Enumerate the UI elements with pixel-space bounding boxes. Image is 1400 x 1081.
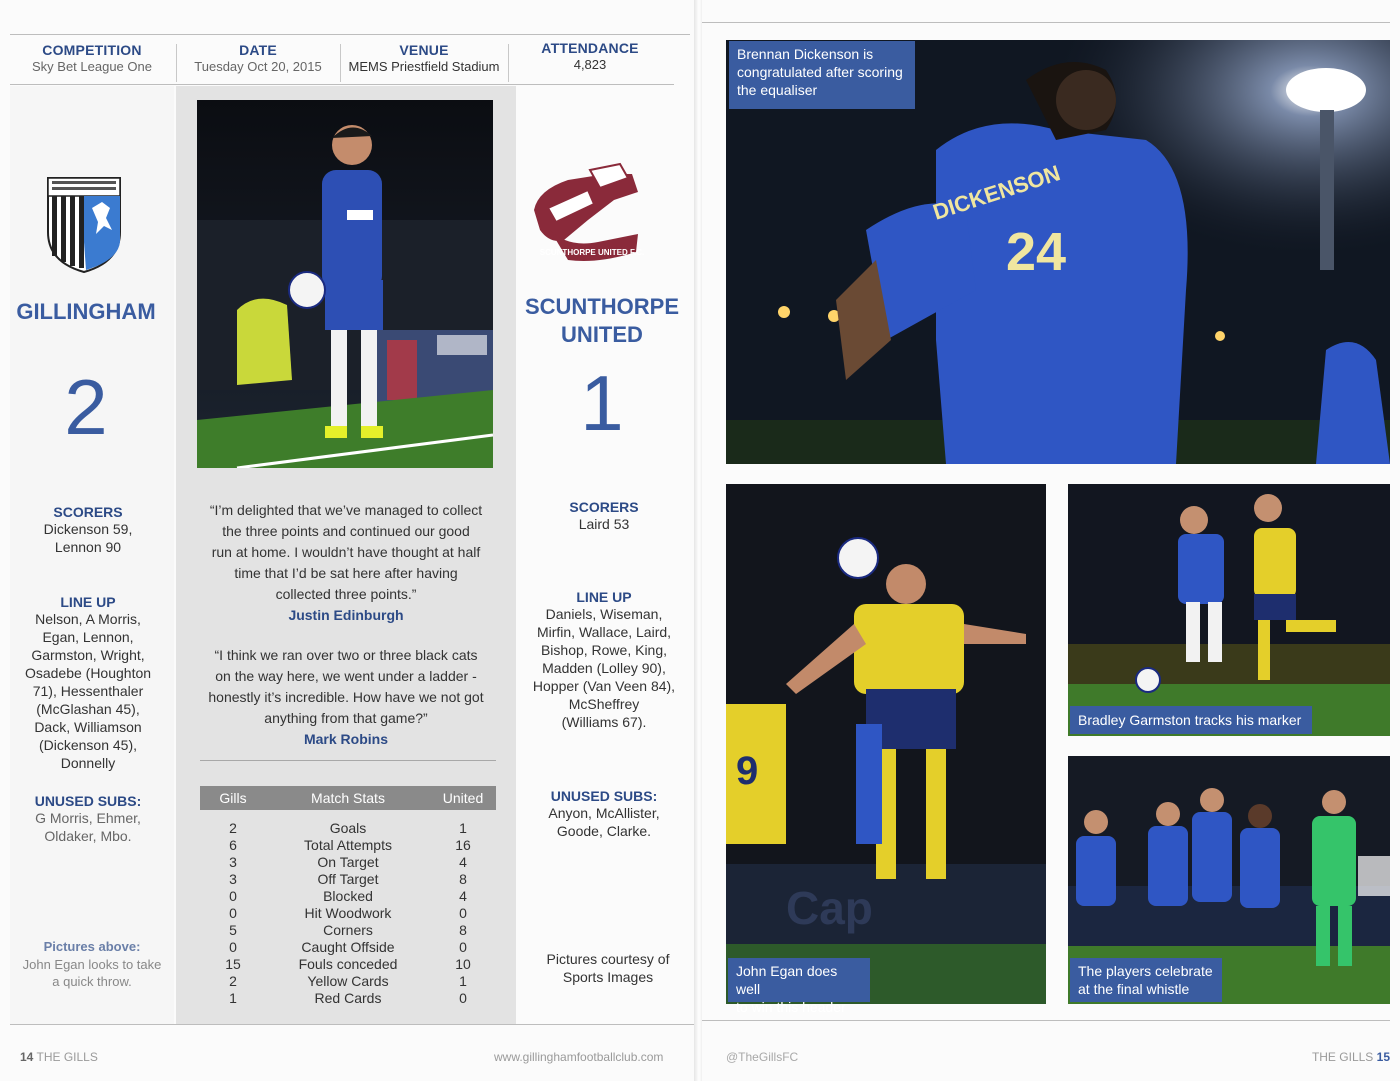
stat-label: On Target	[317, 854, 379, 870]
quote-line: anything from that game?”	[264, 710, 428, 726]
left-page-title: THE GILLS	[36, 1050, 98, 1064]
lineup-line: (Dickenson 45),	[38, 737, 138, 753]
twitter-handle[interactable]: @TheGillsFC	[726, 1050, 799, 1064]
stat-away-value: 8	[459, 871, 467, 887]
stats-head-title: Match Stats	[311, 790, 385, 806]
left-page-number: 14	[20, 1050, 34, 1064]
stat-row	[200, 820, 496, 837]
stat-away-value: 0	[459, 905, 467, 921]
pictures-label: Pictures above:	[43, 939, 141, 954]
away-scorers-list	[520, 515, 688, 533]
right-top-rule	[702, 22, 1390, 23]
scunthorpe-crest-text: SCUNTHORPE UNITED F.C.	[539, 248, 645, 257]
away-unused-subs	[520, 788, 688, 840]
shirt-number-9: 9	[736, 749, 759, 793]
caption-line: congratulated after scoring	[737, 64, 903, 80]
match-stats-body	[200, 820, 496, 1007]
stat-away-value: 4	[459, 854, 467, 870]
lineup-line: Nelson, A Morris,	[35, 611, 141, 627]
stat-label: Hit Woodwork	[304, 905, 392, 921]
garmston-image	[1068, 484, 1390, 736]
venue-value: MEMS Priestfield Stadium	[348, 59, 500, 74]
scunthorpe-crest-icon	[528, 160, 648, 275]
scorer-line: Dickenson 59,	[43, 521, 133, 537]
away-team-name-line1: SCUNTHORPE	[524, 294, 679, 319]
stat-away-value: 0	[459, 990, 467, 1006]
egan-throw-photo	[197, 100, 493, 468]
home-score: 2	[64, 363, 108, 451]
away-lineup-label: LINE UP	[576, 589, 632, 605]
stat-label: Fouls conceded	[298, 956, 398, 972]
photo-credit	[520, 950, 696, 986]
pictures-text-line: John Egan looks to take	[22, 957, 162, 972]
stat-row	[200, 837, 496, 854]
right-bottom-rule	[702, 1020, 1390, 1021]
lineup-line: Donnelly	[60, 755, 116, 771]
away-team-name-line2: UNITED	[561, 322, 643, 347]
unused-sub-line: Anyon, McAllister,	[548, 805, 660, 821]
quote-edinburgh-author: Justin Edinburgh	[288, 607, 404, 623]
stat-label: Caught Offside	[301, 939, 395, 955]
garmston-photo	[1068, 484, 1390, 736]
competition-block	[10, 42, 174, 74]
stat-row	[200, 922, 496, 939]
competition-value: Sky Bet League One	[32, 59, 152, 74]
main-photo-caption	[729, 41, 915, 109]
egan-header-photo	[726, 484, 1046, 1004]
away-lineup-list	[520, 605, 688, 731]
stat-home-value: 15	[225, 956, 241, 972]
celebrate-caption	[1070, 958, 1222, 1002]
lineup-line: Egan, Lennon,	[42, 629, 134, 645]
home-unused-list	[10, 809, 166, 845]
right-footer	[1300, 1050, 1390, 1064]
stat-row	[200, 990, 496, 1007]
quote-line: on the way here, we went under a ladder -	[215, 668, 477, 684]
lineup-line: Dack, Williamson	[34, 719, 142, 735]
stat-label: Corners	[323, 922, 373, 938]
stat-row	[200, 939, 496, 956]
stat-away-value: 10	[455, 956, 471, 972]
stat-row	[200, 854, 496, 871]
website-link[interactable]: www.gillinghamfootballclub.com	[494, 1050, 664, 1064]
stats-top-rule	[200, 760, 496, 761]
pictures-text	[10, 956, 174, 990]
header-divider	[340, 44, 341, 82]
header-divider	[508, 44, 509, 82]
stat-row	[200, 888, 496, 905]
attendance-value: 4,823	[573, 57, 607, 72]
photo-credit-text	[520, 950, 696, 986]
quote-robins-text	[196, 645, 496, 729]
competition-label: COMPETITION	[42, 42, 142, 58]
quote-line: run at home. I wouldn’t have thought at half	[211, 544, 481, 560]
quote-edinburgh	[196, 500, 496, 626]
lineup-line: Osadebe (Houghton	[24, 665, 152, 681]
right-page-title: THE GILLS	[1311, 1050, 1374, 1064]
lineup-line: 71), Hessenthaler	[32, 683, 144, 699]
stat-label: Goals	[329, 820, 367, 836]
away-team-name	[520, 293, 684, 349]
stat-away-value: 1	[459, 820, 467, 836]
stat-home-value: 1	[229, 990, 237, 1006]
credit-line: Sports Images	[562, 969, 654, 985]
gillingham-crest-icon	[46, 174, 122, 274]
unused-sub-line: Oldaker, Mbo.	[44, 828, 132, 844]
stat-home-value: 5	[229, 922, 237, 938]
away-unused-label: UNUSED SUBS:	[550, 788, 658, 804]
lineup-line: Daniels, Wiseman,	[545, 606, 663, 622]
home-lineup-label: LINE UP	[60, 594, 116, 610]
scorer-line: Lennon 90	[54, 539, 122, 555]
caption-line: to win this header	[736, 999, 846, 1015]
credit-line: Pictures courtesy of	[546, 951, 670, 967]
lineup-line: Bishop, Rowe, King,	[540, 642, 668, 658]
pictures-above-note	[10, 938, 174, 990]
gillingham-crest	[46, 174, 122, 274]
shirt-number: 24	[1006, 222, 1067, 282]
match-stats-header	[200, 786, 496, 810]
stats-head-away: United	[442, 790, 484, 806]
lineup-line: McSheffrey	[568, 696, 640, 712]
scunthorpe-crest	[528, 160, 648, 275]
home-scorers-label: SCORERS	[53, 504, 123, 520]
attendance-label: ATTENDANCE	[541, 40, 639, 56]
stat-away-value: 16	[455, 837, 471, 853]
header-divider	[176, 44, 177, 82]
stat-home-value: 3	[229, 854, 237, 870]
stat-home-value: 2	[229, 973, 237, 989]
garmston-caption: Bradley Garmston tracks his marker	[1070, 706, 1312, 734]
caption-line: at the final whistle	[1078, 981, 1190, 997]
home-unused-label: UNUSED SUBS:	[34, 793, 142, 809]
stat-row	[200, 973, 496, 990]
quote-robins-author: Mark Robins	[303, 731, 388, 747]
stat-away-value: 4	[459, 888, 467, 904]
stat-label: Yellow Cards	[307, 973, 389, 989]
quote-line: collected three points.”	[275, 586, 417, 602]
caption-line: the equaliser	[737, 82, 818, 98]
stat-label: Off Target	[317, 871, 379, 887]
stat-home-value: 3	[229, 871, 237, 887]
date-block	[178, 42, 338, 74]
bottom-rule	[10, 1024, 694, 1025]
lineup-line: (Williams 67).	[561, 714, 647, 730]
stat-row	[200, 956, 496, 973]
home-lineup-list	[10, 610, 166, 772]
venue-label: VENUE	[399, 42, 449, 58]
venue-block	[342, 42, 506, 74]
lineup-line: Hopper (Van Veen 84),	[532, 678, 676, 694]
stat-away-value: 0	[459, 939, 467, 955]
caption-line: The players celebrate	[1078, 963, 1213, 979]
right-page	[702, 0, 1400, 1081]
egan-throw-photo-image	[197, 100, 493, 468]
stat-home-value: 0	[229, 939, 237, 955]
quote-line: honestly it’s incredible. How have we not got	[208, 689, 484, 705]
stat-home-value: 6	[229, 837, 237, 853]
attendance-block	[510, 40, 670, 72]
left-page	[0, 0, 698, 1081]
caption-line: Brennan Dickenson is	[737, 46, 874, 62]
quote-robins	[196, 645, 496, 750]
match-stats-table	[200, 786, 496, 1007]
stat-label: Total Attempts	[304, 837, 392, 853]
home-team-name: GILLINGHAM	[16, 299, 156, 324]
home-unused-subs	[10, 793, 166, 845]
lineup-line: (McGlashan 45),	[36, 701, 140, 717]
home-scorers	[10, 504, 166, 556]
stat-label: Blocked	[323, 888, 373, 904]
quote-line: “I’m delighted that we’ve managed to collect	[209, 502, 483, 518]
date-value: Tuesday Oct 20, 2015	[194, 59, 322, 74]
away-score: 1	[580, 359, 624, 447]
quote-edinburgh-text	[196, 500, 496, 605]
home-lineup	[10, 594, 166, 772]
stat-home-value: 0	[229, 888, 237, 904]
lineup-line: Garmston, Wright,	[31, 647, 145, 663]
date-label: DATE	[239, 42, 277, 58]
stat-home-value: 2	[229, 820, 237, 836]
shirt-name: DICKENSON	[929, 160, 1064, 225]
quote-line: time that I’d be sat here after having	[234, 565, 458, 581]
quote-line: “I think we ran over two or three black cats	[214, 647, 478, 663]
unused-sub-line: G Morris, Ehmer,	[35, 810, 141, 826]
advert-board-icon: Cap	[786, 882, 873, 934]
stats-head-home: Gills	[219, 790, 247, 806]
pictures-text-line: a quick throw.	[52, 974, 132, 989]
away-scorers	[520, 499, 688, 533]
stat-row	[200, 905, 496, 922]
stat-away-value: 8	[459, 922, 467, 938]
lineup-line: Madden (Lolley 90),	[542, 660, 666, 676]
stat-row	[200, 871, 496, 888]
left-footer	[20, 1050, 98, 1064]
stat-home-value: 0	[229, 905, 237, 921]
scorer-line: Laird 53	[578, 516, 630, 532]
lineup-line: Mirfin, Wallace, Laird,	[536, 624, 672, 640]
right-page-number: 15	[1376, 1050, 1390, 1064]
header-photo-caption	[728, 958, 870, 1015]
egan-header-image	[726, 484, 1046, 1004]
away-lineup	[520, 589, 688, 731]
away-unused-list	[520, 804, 688, 840]
unused-sub-line: Goode, Clarke.	[556, 823, 652, 839]
stat-label: Red Cards	[314, 990, 382, 1006]
home-scorers-list	[10, 520, 166, 556]
header-bottom-rule	[10, 84, 674, 85]
top-rule	[10, 34, 690, 35]
stat-away-value: 1	[459, 973, 467, 989]
quote-line: the three points and continued our good	[222, 523, 470, 539]
away-scorers-label: SCORERS	[569, 499, 639, 515]
caption-line: John Egan does well	[736, 963, 838, 997]
